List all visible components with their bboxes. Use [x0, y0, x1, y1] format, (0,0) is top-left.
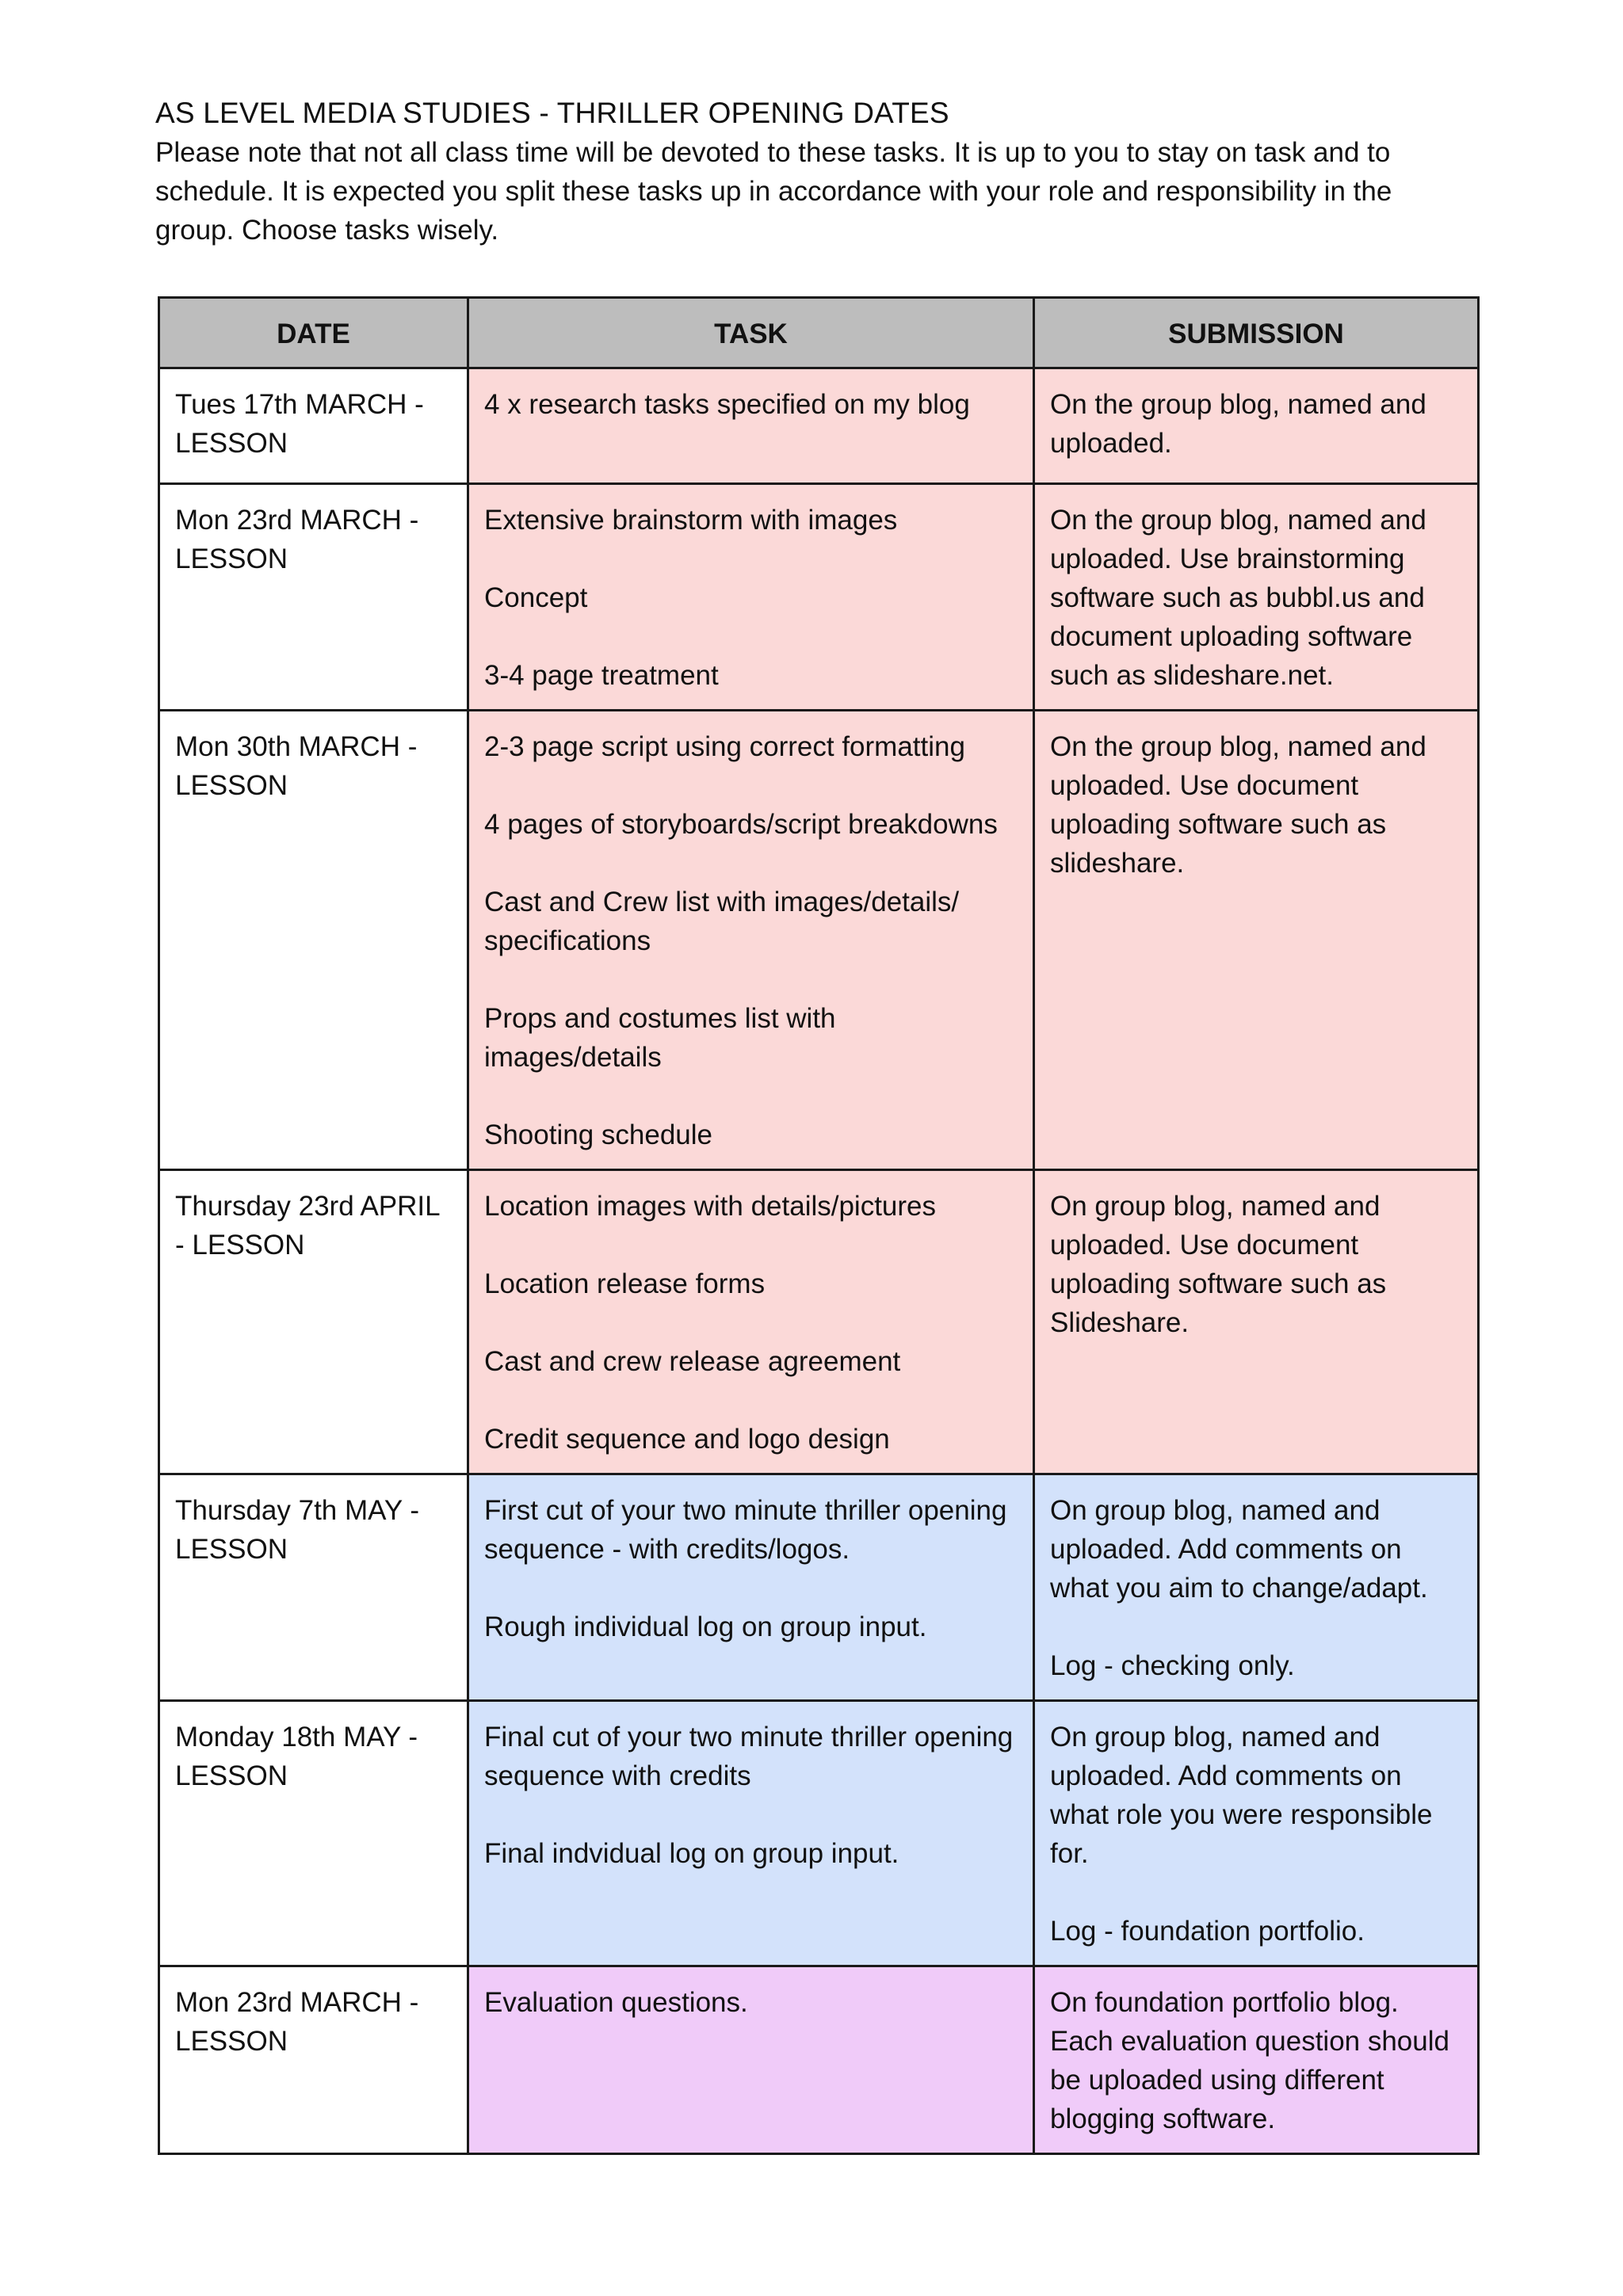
submission-cell — [1034, 368, 1479, 484]
submission-item: On group blog, named and uploaded. Add comments on what you aim to change/adapt. — [1050, 1495, 1428, 1604]
task-item: Extensive brainstorm with images — [484, 505, 898, 536]
task-cell — [468, 1966, 1034, 2154]
date-cell: Thursday 7th MAY - LESSON — [159, 1474, 468, 1701]
table-row — [159, 1966, 1479, 2154]
date-cell: Mon 23rd MARCH - LESSON — [159, 1966, 468, 2154]
task-item: Cast and Crew list with images/details/ specifications — [484, 887, 960, 956]
task-cell — [468, 484, 1034, 711]
table-row — [159, 1701, 1479, 1966]
task-item: Concept — [484, 582, 588, 613]
table-row — [159, 484, 1479, 711]
task-item: Shooting schedule — [484, 1119, 712, 1150]
table-header-row — [159, 298, 1479, 368]
column-header-submission: SUBMISSION — [1034, 298, 1479, 368]
schedule-table — [158, 296, 1480, 2155]
submission-item: Log - foundation portfolio. — [1050, 1916, 1365, 1947]
task-item: Final indvidual log on group input. — [484, 1838, 899, 1869]
submission-cell — [1034, 484, 1479, 711]
column-header-task: TASK — [468, 298, 1034, 368]
task-cell — [468, 1170, 1034, 1474]
task-cell — [468, 711, 1034, 1170]
date-cell: Monday 18th MAY - LESSON — [159, 1701, 468, 1966]
date-cell: Mon 23rd MARCH - LESSON — [159, 484, 468, 711]
task-item: Location release forms — [484, 1268, 766, 1299]
date-cell: Mon 30th MARCH - LESSON — [159, 711, 468, 1170]
document-intro: Please note that not all class time will be devoted to these tasks. It is up to you to stay on task and to schedule. It is expected you split these tasks up in accordance with your role and responsibility in the group. Choose tasks wisely. — [155, 137, 1392, 246]
submission-cell — [1034, 1170, 1479, 1474]
task-item: Props and costumes list with images/details — [484, 1003, 836, 1073]
task-cell — [468, 1701, 1034, 1966]
table-row — [159, 368, 1479, 484]
task-item: 4 x research tasks specified on my blog — [484, 389, 970, 420]
submission-item: On foundation portfolio blog. Each evaluation question should be uploaded using different blogging software. — [1050, 1987, 1449, 2134]
task-item: Location images with details/pictures — [484, 1191, 937, 1222]
submission-item: On group blog, named and uploaded. Add comments on what role you were responsible for. — [1050, 1722, 1433, 1869]
task-item: Credit sequence and logo design — [484, 1424, 890, 1455]
date-cell: Thursday 23rd APRIL - LESSON — [159, 1170, 468, 1474]
task-cell — [468, 1474, 1034, 1701]
table-row — [159, 1474, 1479, 1701]
task-item: 2-3 page script using correct formatting — [484, 731, 965, 762]
table-row — [159, 1170, 1479, 1474]
submission-item: On group blog, named and uploaded. Use document uploading software such as Slideshare. — [1050, 1191, 1387, 1338]
submission-item: On the group blog, named and uploaded. — [1050, 389, 1426, 459]
task-item: Rough individual log on group input. — [484, 1611, 927, 1642]
submission-item: On the group blog, named and uploaded. Use brainstorming software such as bubbl.us and document uploading software such as slideshare.net. — [1050, 505, 1426, 691]
task-item: Cast and crew release agreement — [484, 1346, 901, 1377]
submission-cell — [1034, 1966, 1479, 2154]
task-item: 3-4 page treatment — [484, 660, 719, 691]
submission-cell — [1034, 1701, 1479, 1966]
submission-item: On the group blog, named and uploaded. Use document uploading software such as slideshare. — [1050, 731, 1426, 879]
submission-item: Log - checking only. — [1050, 1650, 1295, 1681]
date-cell: Tues 17th MARCH - LESSON — [159, 368, 468, 484]
submission-cell — [1034, 1474, 1479, 1701]
submission-cell — [1034, 711, 1479, 1170]
column-header-date: DATE — [159, 298, 468, 368]
document-title: AS LEVEL MEDIA STUDIES - THRILLER OPENING DATES — [155, 97, 949, 129]
table-row — [159, 711, 1479, 1170]
task-item: Evaluation questions. — [484, 1987, 748, 2018]
task-item: First cut of your two minute thriller opening sequence - with credits/logos. — [484, 1495, 1007, 1565]
task-cell — [468, 368, 1034, 484]
task-item: Final cut of your two minute thriller opening sequence with credits — [484, 1722, 1014, 1791]
task-item: 4 pages of storyboards/script breakdowns — [484, 809, 998, 840]
document-page — [155, 93, 1477, 2134]
